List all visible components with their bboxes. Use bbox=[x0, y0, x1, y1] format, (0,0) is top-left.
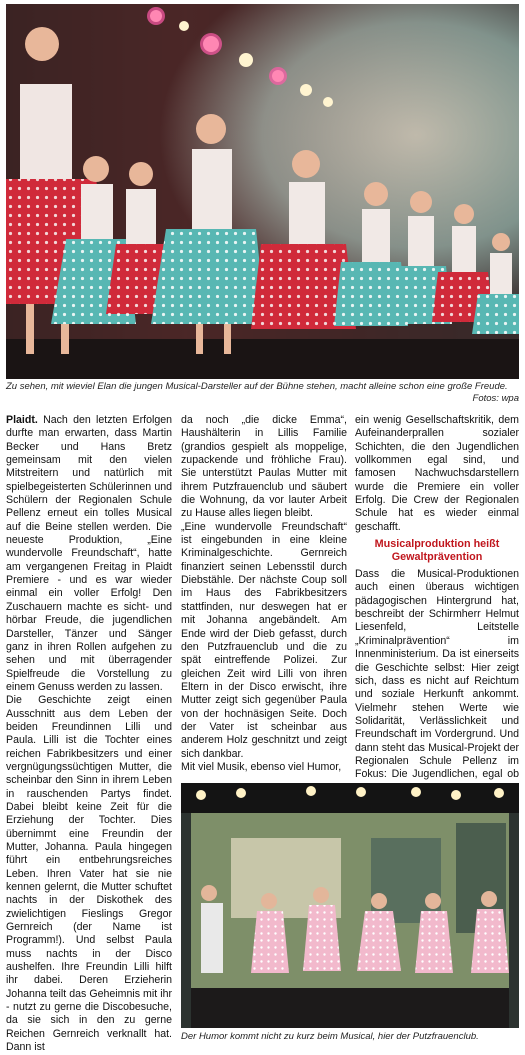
top-photo-caption-text: Zu sehen, mit wieviel Elan die jungen Musical-Darsteller auf der Bühne stehen, macht alleine schon eine große Freude. bbox=[6, 381, 508, 392]
article-paragraph: ein wenig Gesellschaftskritik, dem Aufeinanderprallen sozialer Schichten, die den Jugendlichen vollkommen egal sind, und famosen Nachwuchsdarstellern wurde die Premiere ein voller Erfolg. Die Crew der Regionalen Schule hat es wieder einmal geschafft. bbox=[355, 414, 519, 533]
stage-photo-dancers bbox=[6, 4, 519, 379]
putzfrauenclub-illustration bbox=[181, 783, 519, 1028]
article-paragraph: Dass die Musical-Produktionen auch einen überaus wichtigen pädagogischen Hintergrund hat, beschreibt der Schirmherr Helmut Liesenfeld, Leitstelle „Kriminalprävention“ im Innenministerium. Da ist einerseits die Geschichte selbst: Hier zeigt sich, dass es nicht auf Reichtum und soziale Herkunft ankommt. Vielmehr stehen Werte wie Solidarität, Verlässlichkeit und Freundschaft im Vordergrund. Und dann steht das Musical-Projekt der Regionalen Schule Pellenz im Fokus: Die Jugendlichen, egal ob bbox=[355, 568, 519, 781]
stage-photo-putzfrauenclub bbox=[181, 783, 519, 1028]
photo-credit: Fotos: wpa bbox=[472, 393, 519, 404]
article-column-3 bbox=[355, 414, 519, 795]
article-paragraph: da noch „die dicke Emma“, Haushälterin in Lillis Familie (grandios gespielt als moppelige, zupackende und fröhliche Frau). Sie unterstützt Paulas Mutter mit ihrem Putzfrauenclub und säubert die Wohnung, da vor lauter Arbeit zu Hause alles liegen bleibt. bbox=[181, 414, 347, 520]
article-paragraph bbox=[6, 414, 172, 694]
dateline: Plaidt. bbox=[6, 414, 38, 426]
article-column-2 bbox=[181, 414, 347, 774]
article-paragraph: Mit viel Musik, ebenso viel Humor, bbox=[181, 760, 342, 773]
bottom-photo-caption: Der Humor kommt nicht zu kurz beim Musical, hier der Putzfrauenclub. bbox=[181, 1031, 479, 1042]
article-column-1 bbox=[6, 414, 172, 1055]
top-photo-caption bbox=[6, 381, 519, 404]
article-paragraph: „Eine wundervolle Freundschaft“ ist eingebunden in eine kleine Kriminalgeschichte. Gernreich finanziert seinen Lebensstil durch Diebstähle. Der nächste Coup soll im Haus des Fabrikbesitzers stattfinden, nur deswegen hat er mit Johanna angebändelt. Am Ende wird der Dieb gefasst, durch den Putzfrauenclub und die zu spät eintreffende Polizei. Zur gleichen Zeit wird Lilli von ihren Eltern in der Disco erwischt, ihre Mutter zeigt sich gegenüber Paula von der hochnäsigen Seite. Doch der Vater ist scheinbar aus anderem Holz geschnitzt und zeigt sich dankbar. bbox=[181, 520, 347, 760]
stage-photo-illustration bbox=[6, 4, 519, 379]
article-subheading: Musicalproduktion heißt Gewaltprävention bbox=[374, 538, 500, 564]
article-paragraph: Die Geschichte zeigt einen Ausschnitt aus dem Leben der beiden Freundinnen Lilli und Paula. Lilli ist die Tochter eines reichen Fabrikbesitzers und einer vergnügungssüchtigen Mutter, die scheinbar den Sinn in ihrem Leben in rauschenden Partys findet. Dabei bleibt keine Zeit für die Erziehung der Tochter. Dies übernimmt eine Freundin der Mutter, Johanna. Paula hingegen führt ein entbehrungsreiches Leben. Ihren Vater hat sie nie kennen gelernt, die Mutter schuftet nachts in der Diskothek des zwielichtigen Fieslings Gregor Gernreich (der Name ist Programm!). Und selbst Paula muss nachts in der Disco aushelfen. Ihre Freundin Lilli hilft ihr dabei. Deren Erzieherin Johanna teilt das Geheimnis mit ihr - nutzt zu gerne die Discobesuche, da sie sich in den zu gerne Reichen Gernreich verknallt hat. Dann ist bbox=[6, 694, 172, 1054]
article-paragraph-text: Nach den letzten Erfolgen durfte man erwarten, dass Martin Becker und Hans Bretz gemeinsam mit den vielen Mitstreitern und natürlich mit spielbegeisterten Schülerinnen und Schülern der Regionalen Schule Pellenz erneut ein tolles Musical auf die Beine stellen werden. Die neueste Produktion, „Eine wundervolle Freundschaft“, hatte am vergangenen Freitag in Plaidt Premiere - und es war wieder einmal ein voller Erfolg! Den Zuschauern machte es sicht- und hörbar Freude, die jugendlichen Darsteller, Tänzer und Sänger ganz in ihren Rollen aufgehen zu sehen und mit überragender Spielfreude die Vorstellung zu einem Genuss werden zu lassen. bbox=[6, 414, 172, 693]
